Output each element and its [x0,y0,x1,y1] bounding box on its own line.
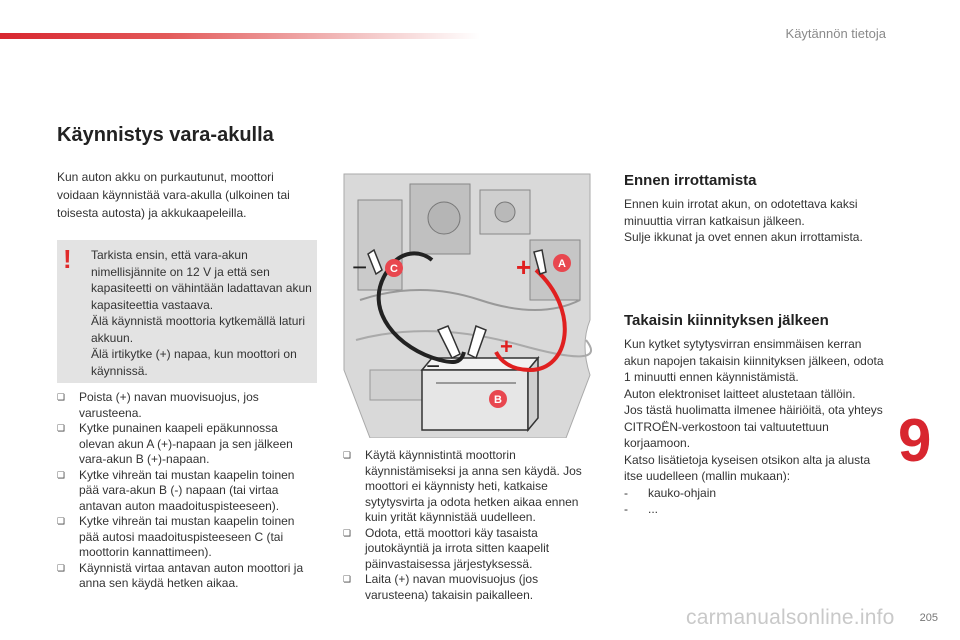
list-item-text: Käytä käynnistintä moottorin käynnistämiseksi ja anna sen käydä. Jos moottori ei käynnisty heti, katkaise sytytysvirta ja odota hetken aikaa ennen kuin yrität käynnistää uudelleen. [365,448,582,524]
checkbox-icon: ❏ [57,469,66,480]
section-body-after-reconnect [624,336,884,518]
model-list [624,485,884,518]
checkbox-icon: ❏ [343,527,352,538]
paragraph: Katso lisätietoja kyseisen otsikon alta ja alusta itse uudelleen (mallin mukaan): [624,452,871,483]
section-title-before-disconnect: Ennen irrottamista [624,172,757,189]
list-item [57,514,315,561]
intro-paragraph: Kun auton akku on purkautunut, moottori voidaan käynnistää vara-akulla (ulkoinen tai toisesta autosta) ja akkukaapeleilla. [57,170,290,220]
checkbox-icon: ❏ [343,574,352,584]
list-item-text: Kytke vihreän tai mustan kaapelin toinen pää autosi maadoituspisteeseen C (tai moottorin kannattimeen). [79,514,295,559]
paragraph: Sulje ikkunat ja ovet ennen akun irrottamista. [624,230,863,244]
list-item-text: Poista (+) navan muovisuojus, jos varusteena. [79,390,259,420]
dash-bullet: - [624,502,628,516]
jump-start-illustration [340,170,594,438]
list-item [343,572,591,603]
paragraph: Kun kytket sytytysvirran ensimmäisen kerran akun napojen takaisin kiinnityksen jälkeen, odota 1 minuutti ennen käynnistämistä. [624,337,884,384]
page-number: 205 [919,612,938,624]
marker-c-label: C [390,263,398,275]
steps-list-left [57,390,315,592]
list-item [57,421,315,468]
marker-b-label: B [494,394,502,406]
warning-box [57,240,317,383]
warning-text [91,247,313,379]
list-item-text: ... [648,502,659,516]
page-title: Käynnistys vara-akulla [57,124,274,146]
header-accent-stripe [0,33,480,39]
list-item [343,448,591,526]
list-item-text: Laita (+) navan muovisuojus (jos varusteena) takaisin paikalleen. [365,572,539,602]
paragraph: Jos tästä huolimatta ilmenee häiriöitä, ota yhteys CITROËN-verkostoon tai valtuutettuun korjaamoon. [624,403,883,450]
list-item [57,561,315,592]
marker-c [385,259,403,277]
dash-bullet: - [624,485,628,500]
minus-sign-top: − [352,252,368,282]
watermark: carmanualsonline.info [686,606,895,629]
list-item-text: Kytke vihreän tai mustan kaapelin toinen pää vara-akun B (-) napaan (tai virtaa antavan auton maadoituspisteeseen). [79,467,295,513]
list-item-text: Odota, että moottori käy tasaista joutokäyntiä ja irrota sitten kaapelit päinvastaisessa järjestyksessä. [365,525,550,571]
list-item-text: kauko-ohjain [648,485,717,500]
marker-a [553,254,571,272]
marker-b [489,390,507,408]
paragraph: Auton elektroniset laitteet alustetaan tällöin. [624,386,856,401]
list-item [343,526,591,573]
list-item [57,390,315,421]
list-item-text: Kytke punainen kaapeli epäkunnossa olevan akun A (+)-napaan ja sen jälkeen vara-akun B (+)-napaan. [79,421,293,466]
plus-sign-top: + [516,252,532,282]
warning-line: Älä irtikytke (+) napaa, kun moottori on käynnissä. [91,347,297,378]
paragraph: Ennen kuin irrotat akun, on odotettava kaksi minuuttia virran katkaisun jälkeen. [624,197,858,228]
checkbox-icon: ❏ [57,516,66,526]
plus-sign-bottom: + [500,334,513,359]
checkbox-icon: ❏ [57,423,66,433]
warning-icon: ! [63,244,72,274]
steps-list-middle [343,448,591,603]
marker-a-label: A [558,258,566,270]
section-body-before-disconnect [624,196,884,246]
minus-sign-bottom: − [426,353,441,380]
list-item [624,485,884,502]
list-item [624,501,884,518]
warning-line: Tarkista ensin, että vara-akun nimellisjännite on 12 V ja että sen kapasiteetti on vähintään ladattavan akun kapasiteettia vastaava. [91,248,312,312]
warning-line: Älä käynnistä moottoria kytkemällä laturi akkuun. [91,314,306,345]
list-item-text: Käynnistä virtaa antavan auton moottori ja anna sen käydä hetken aikaa. [79,560,304,590]
checkbox-icon: ❏ [57,392,66,402]
checkbox-icon: ❏ [343,450,352,460]
chapter-number: 9 [898,407,932,474]
list-item [57,468,315,515]
section-title-after-reconnect: Takaisin kiinnityksen jälkeen [624,312,829,329]
section-header: Käytännön tietoja [785,26,886,41]
checkbox-icon: ❏ [57,562,66,573]
